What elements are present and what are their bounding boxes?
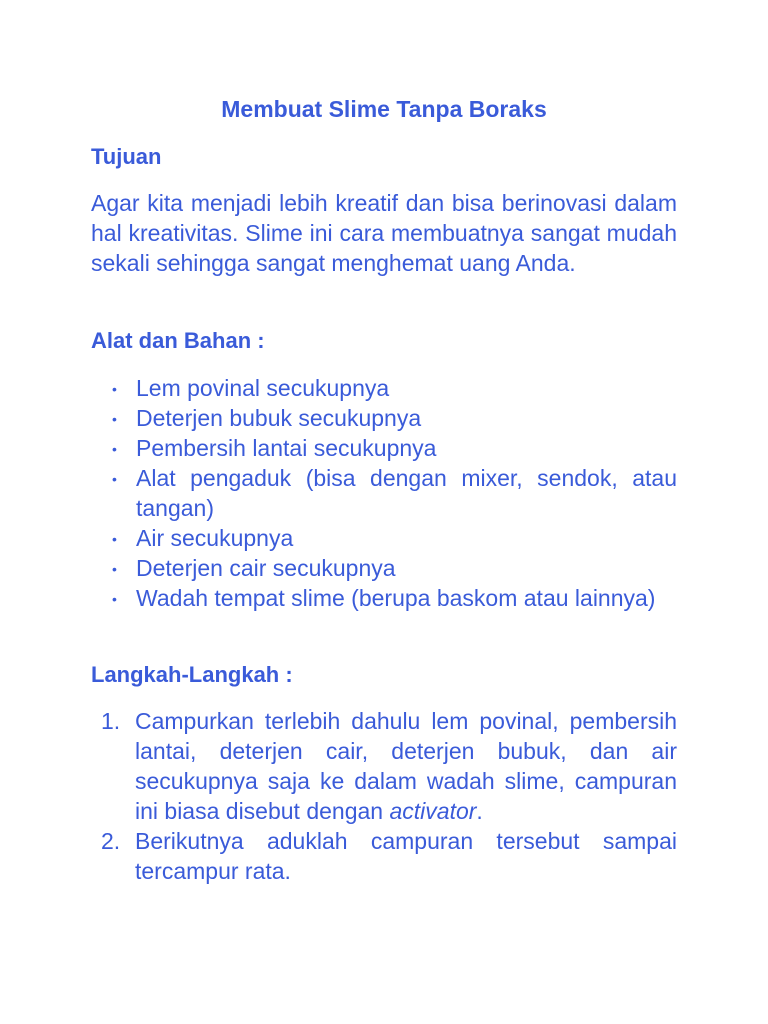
heading-tujuan: Tujuan <box>91 144 162 169</box>
list-item-text: Wadah tempat slime (berupa baskom atau lainnya) <box>136 585 656 611</box>
step-number: 1. <box>101 708 121 734</box>
list-item-text: Deterjen bubuk secukupnya <box>136 405 422 431</box>
tujuan-paragraph: Agar kita menjadi lebih kreatif dan bisa berinovasi dalam hal kreativitas. Slime ini cara membuatnya sangat mudah sekali sehingga sangat menghemat uang Anda. <box>91 190 677 276</box>
heading-alat-dan-bahan: Alat dan Bahan : <box>91 328 265 353</box>
list-item <box>91 463 677 523</box>
bullet-icon: • <box>112 411 117 427</box>
heading-langkah-langkah: Langkah-Langkah : <box>91 662 293 687</box>
step-suffix: . <box>476 798 483 824</box>
document-title: Membuat Slime Tanpa Boraks <box>221 96 547 122</box>
step-number: 2. <box>101 828 121 854</box>
bullet-icon: • <box>112 561 117 577</box>
list-item-text: Pembersih lantai secukupnya <box>136 435 437 461</box>
bullet-icon: • <box>112 531 117 547</box>
bullet-icon: • <box>112 381 117 397</box>
list-item <box>91 826 677 886</box>
bullet-icon: • <box>112 471 117 487</box>
list-item <box>91 373 677 403</box>
step-text: Berikutnya aduklah campuran tersebut sampai tercampur rata. <box>135 828 677 884</box>
list-item-text: Lem povinal secukupnya <box>136 375 390 401</box>
bullet-icon: • <box>112 591 117 607</box>
list-item-text: Alat pengaduk (bisa dengan mixer, sendok, atau tangan) <box>136 465 677 521</box>
step-emphasis: activator <box>389 798 477 824</box>
list-item <box>91 583 677 613</box>
steps-list <box>91 706 677 886</box>
list-item-text: Air secukupnya <box>136 525 294 551</box>
list-item <box>91 553 677 583</box>
step-text: Campurkan terlebih dahulu lem povinal, pembersih lantai, deterjen cair, deterjen bubuk, dan air secukupnya saja ke dalam wadah slime, campuran ini biasa disebut dengan <box>135 708 677 824</box>
bullet-icon: • <box>112 441 117 457</box>
list-item <box>91 433 677 463</box>
list-item <box>91 523 677 553</box>
materials-list <box>91 373 677 613</box>
list-item-text: Deterjen cair secukupnya <box>136 555 396 581</box>
list-item <box>91 403 677 433</box>
list-item <box>91 706 677 826</box>
